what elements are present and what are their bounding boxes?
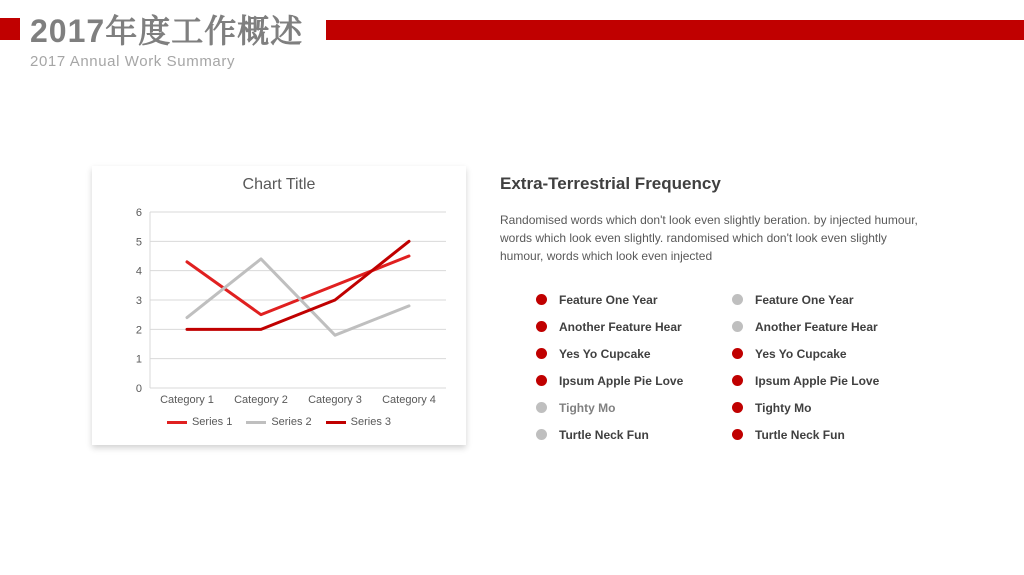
feature-list-item[interactable]: [732, 340, 932, 367]
chart-x-label: Category 3: [308, 394, 362, 406]
feature-list-right: [732, 286, 932, 448]
feature-label: Tighty Mo: [559, 400, 616, 415]
feature-list-item[interactable]: [536, 340, 736, 367]
feature-list-left: [536, 286, 736, 448]
legend-swatch-icon: [326, 421, 346, 424]
feature-list-item[interactable]: [536, 313, 736, 340]
feature-list-item[interactable]: [732, 367, 932, 394]
feature-list-item[interactable]: [732, 313, 932, 340]
chart-legend-item[interactable]: [246, 416, 311, 428]
feature-list-item[interactable]: [732, 286, 932, 313]
chart-legend-label: Series 3: [350, 416, 392, 428]
bullet-dot-icon: [536, 375, 547, 386]
chart-series-line: [187, 256, 409, 315]
chart-x-axis-labels: [122, 394, 452, 410]
bullet-dot-icon: [732, 402, 743, 413]
svg-text:4: 4: [135, 265, 142, 278]
bullet-dot-icon: [732, 429, 743, 440]
slide-header: [0, 0, 1024, 90]
legend-swatch-icon: [167, 421, 187, 424]
chart-x-label: Category 1: [160, 394, 214, 406]
chart-legend-item[interactable]: [326, 416, 391, 428]
svg-text:3: 3: [135, 295, 142, 307]
feature-label: Ipsum Apple Pie Love: [755, 373, 880, 388]
chart-x-label: Category 4: [382, 394, 436, 406]
feature-label: Turtle Neck Fun: [559, 427, 649, 442]
header-accent-bar: [326, 20, 1024, 40]
legend-swatch-icon: [246, 421, 266, 424]
svg-text:2: 2: [135, 324, 142, 337]
svg-text:1: 1: [135, 353, 142, 366]
bullet-dot-icon: [732, 375, 743, 386]
chart-x-label: Category 2: [234, 394, 288, 406]
chart-legend-label: Series 2: [271, 416, 312, 428]
svg-text:5: 5: [135, 236, 142, 249]
header-accent-square: [0, 18, 20, 40]
feature-label: Yes Yo Cupcake: [755, 346, 847, 361]
feature-list-item[interactable]: [732, 421, 932, 448]
page-subtitle: 2017 Annual Work Summary: [30, 53, 236, 70]
chart-card: [92, 166, 466, 445]
bullet-dot-icon: [536, 429, 547, 440]
bullet-dot-icon: [732, 294, 743, 305]
chart-legend-label: Series 1: [191, 416, 233, 428]
line-chart-svg: [122, 206, 452, 396]
svg-text:6: 6: [135, 207, 142, 219]
feature-label: Turtle Neck Fun: [755, 427, 845, 442]
feature-label: Another Feature Hear: [755, 319, 878, 334]
feature-list-item[interactable]: [536, 286, 736, 313]
content-heading: Extra-Terrestrial Frequency: [500, 174, 721, 193]
svg-text:0: 0: [135, 383, 142, 395]
feature-list-item[interactable]: [732, 394, 932, 421]
bullet-dot-icon: [732, 321, 743, 332]
content-paragraph: Randomised words which don't look even slightly beration. by injected humour, words which look even slightly. randomised which don't look even slightly humour, words which look even injected: [500, 213, 918, 263]
feature-label: Feature One Year: [755, 292, 854, 307]
bullet-dot-icon: [732, 348, 743, 359]
chart-legend-item[interactable]: [167, 416, 232, 428]
feature-label: Ipsum Apple Pie Love: [559, 373, 684, 388]
feature-label: Feature One Year: [559, 292, 658, 307]
bullet-dot-icon: [536, 348, 547, 359]
feature-list-item[interactable]: [536, 367, 736, 394]
feature-label: Yes Yo Cupcake: [559, 346, 651, 361]
page-title: 2017年度工作概述: [30, 13, 304, 49]
feature-list-item[interactable]: [536, 394, 736, 421]
bullet-dot-icon: [536, 402, 547, 413]
chart-plot-area: [122, 206, 452, 396]
chart-title: Chart Title: [242, 176, 316, 193]
feature-label: Another Feature Hear: [559, 319, 682, 334]
feature-list-item[interactable]: [536, 421, 736, 448]
chart-legend: [92, 416, 466, 428]
bullet-dot-icon: [536, 294, 547, 305]
bullet-dot-icon: [536, 321, 547, 332]
feature-label: Tighty Mo: [755, 400, 812, 415]
